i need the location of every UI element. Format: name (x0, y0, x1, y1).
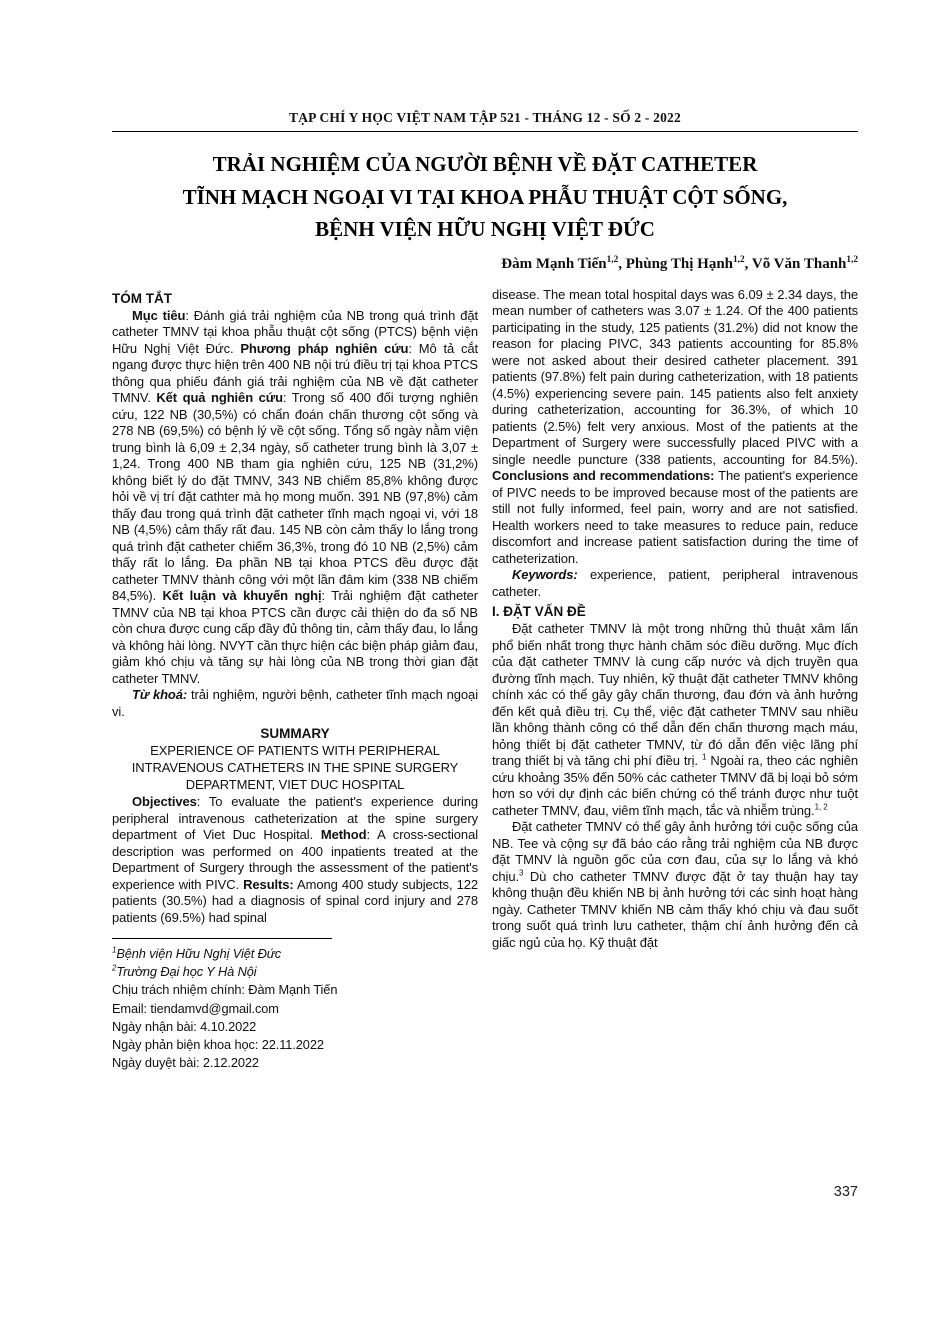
summary-continuation-paragraph: disease. The mean total hospital days was 6.09 ± 2.34 days, the mean number of catheters was 3.07 ± 1.24. Of the 400 patients participating in the study, 125 patients (31.2%) did not know the reason for placing PIVC, 343 patients accounting for 85.8% were not asked about their desired catheter placement. 391 patients (97.8%) felt pain during catheterization, with 18 patients (4.5%) experiencing severe pain. 145 patients also felt anxiety during catheterization, accounting for 36.3%, of which 10 patients (2.5%) felt very anxious. Most of the patients at the Department of Surgery were successfully placed PIVC with a single needle puncture (338 patients, accounting for 84.5%). Conclusions and recommendations: The patient's experience of PIVC needs to be improved because most of the patients are still not fully informed, feel pain, worry and are not satisfied. Health workers need to take measures to reduce pain, reduce discomfort and increase patient satisfaction during the time of catheterization. (492, 286, 858, 566)
footnote-divider (112, 938, 332, 939)
footnote-received-date: Ngày nhận bài: 4.10.2022 (112, 1018, 257, 1034)
introduction-paragraph-2: Đặt catheter TMNV có thể gây ảnh hưởng tới cuộc sống của NB. Tee và cộng sự đã báo cáo rằng trải nghiệm của NB được đặt TMNV là nguồn gốc của cơn đau, của sự lo lắng và khó chịu.$^3$ Dù cho catheter TMNV được đặt ở tay thuận hay tay không thuận đều khiến NB bị ảnh hưởng tới các sinh hoạt hàng ngày. Catheter TMNV khiến NB cảm thấy khó chịu và đau suốt trong suốt quá trình lưu catheter, thậm chí ảnh hưởng đến cả giấc ngủ của họ. Kỹ thuật đặt (492, 819, 858, 950)
article-title (112, 148, 858, 246)
right-column (492, 287, 858, 1073)
article-title-line-3: BỆNH VIỆN HỮU NGHỊ VIỆT ĐỨC (315, 217, 655, 242)
footnote-accepted-date: Ngày duyệt bài: 2.12.2022 (112, 1055, 259, 1071)
introduction-heading: I. ĐẶT VẤN ĐỀ (492, 604, 586, 620)
footnote-affiliation-2: $^2$Trường Đại học Y Hà Nội (112, 963, 257, 980)
footnotes-block (112, 938, 478, 1072)
footnote-corresponding-author: Chịu trách nhiệm chính: Đàm Mạnh Tiến (112, 982, 338, 998)
authors-line: Đàm Mạnh Tiến$^{1,2}$, Phùng Thị Hạnh$^{1,2}$, Võ Văn Thanh$^{1,2}$ (501, 254, 858, 272)
abstract-paragraph: Mục tiêu: Đánh giá trải nghiệm của NB trong quá trình đặt catheter TMNV tại khoa phẫu thuật cột sống (PTCS) bệnh viện Hữu Nghị Việt Đức. Phương pháp nghiên cứu: Mô tả cắt ngang được thực hiện trên 400 NB nội trú điều trị tại khoa PTCS thông qua phiếu đánh giá trải nghiệm của NB về đặt catheter TMNV. Kết quả nghiên cứu: Trong số 400 đối tượng nghiên cứu, 122 NB (30,5%) có chẩn đoán chấn thương cột sống và 278 NB (69,5%) có bệnh lý về cột sống. Tổng số ngày nằm viện trung bình là 6,09 ± 2,34 ngày, số catheter trung bình là 3,07 ± 1,24. Trong 400 NB tham gia nghiên cứu, 125 NB (31,2%) không biết lý do đặt TMNV, 343 NB chiếm 85,8% không được hỏi về vị trí đặt cathter mà họ mong muốn. 391 NB (97,8%) cảm thấy đau trong quá trình đặt catheter tĩnh mạch ngoại vi, với 18 NB (4,5%) cảm thấy rất đau. 145 NB còn cảm thấy lo lắng trong quá trình đặt catheter chiếm 36,3%, trong đó 10 NB (2,5%) cảm thấy rất lo lắng. Đa phần NB tại khoa PTCS đều được đặt catheter TMNV thành công với một lần đâm kim (338 NB chiếm 84,5%). Kết luận và khuyến nghị: Trải nghiệm đặt catheter TMNV của NB tại khoa PTCS cần được cải thiện do đa số NB còn chưa được cung cấp đầy đủ thông tin, cảm thấy đau, lo lắng và không hài lòng. NVYT cần thực hiện các biện pháp giảm đau, giảm khó chịu và tăng sự hài lòng của NB trong thời gian đặt catheter TMNV. (112, 307, 478, 686)
article-title-line-2: TĨNH MẠCH NGOẠI VI TẠI KHOA PHẪU THUẬT CỘT SỐNG, (182, 184, 788, 209)
summary-subtitle: EXPERIENCE OF PATIENTS WITH PERIPHERAL INTRAVENOUS CATHETERS IN THE SPINE SURGERY DEPARTMENT, VIET DUC HOSPITAL (131, 743, 459, 793)
summary-keywords: Keywords: experience, patient, peripheral intravenous catheter. (492, 567, 858, 599)
abstract-heading: TÓM TẮT (112, 290, 172, 306)
footnote-review-date: Ngày phản biện khoa học: 22.11.2022 (112, 1036, 324, 1052)
journal-header (112, 110, 858, 132)
header-divider (112, 131, 858, 132)
introduction-paragraph-1: Đặt catheter TMNV là một trong những thủ thuật xâm lấn phổ biến nhất trong thực hành chăm sóc điều dưỡng. Mục đích của đặt catheter TMNV là cung cấp nước và dịch truyền qua đường tĩnh mạch. Tuy nhiên, kỹ thuật đặt catheter TMNV không chính xác có thể gây gây chấn thương, đau đớn và ảnh hưởng đến kết quả điều trị. Cụ thể, việc đặt catheter TMNV sau nhiều lần không thành công có thể dẫn đến chấn thương mạch máu, hỏng thiết bị đặt catheter TMNV, từ đó dẫn đến việc lãng phí trang thiết bị và tăng chi phí điều trị. $^1$ Ngoài ra, theo các nghiên cứu khoảng 35% đến 50% các catheter TMNV đã bị loại bỏ sớm hơn so với dự định các biến chứng có thể tránh được như tuột catheter TMNV, đau, viêm tĩnh mạch, tắc và nhiễm trùng.$^{1, 2}$ (492, 621, 858, 818)
page-content (112, 110, 858, 1072)
page-number: 337 (833, 1184, 858, 1200)
summary-heading: SUMMARY (260, 726, 330, 742)
footnote-affiliation-1: $^1$Bệnh viện Hữu Nghị Việt Đức (112, 945, 282, 962)
summary-paragraph: Objectives: To evaluate the patient's experience during peripheral intravenous catheterization at the spine surgery department of Viet Duc Hospital. Method: A cross-sectional description was performed on 400 inpatients treated at the Department of Surgery through the assessment of the patient's experience with PIVC. Results: Among 400 study subjects, 122 patients (30.5%) had a diagnosis of spinal cord injury and 278 patients (69.5%) had spinal (112, 794, 478, 925)
footnote-email: Email: tiendamvd@gmail.com (112, 1000, 279, 1016)
abstract-keywords: Từ khoá: trải nghiệm, người bệnh, catheter tĩnh mạch ngoại vi. (112, 687, 478, 719)
two-column-body (112, 287, 858, 1073)
journal-header-text: TẠP CHÍ Y HỌC VIỆT NAM TẬP 521 - THÁNG 12 - SỐ 2 - 2022 (289, 110, 681, 125)
article-title-line-1: TRẢI NGHIỆM CỦA NGƯỜI BỆNH VỀ ĐẶT CATHETER (212, 152, 758, 176)
left-column (112, 287, 478, 1073)
